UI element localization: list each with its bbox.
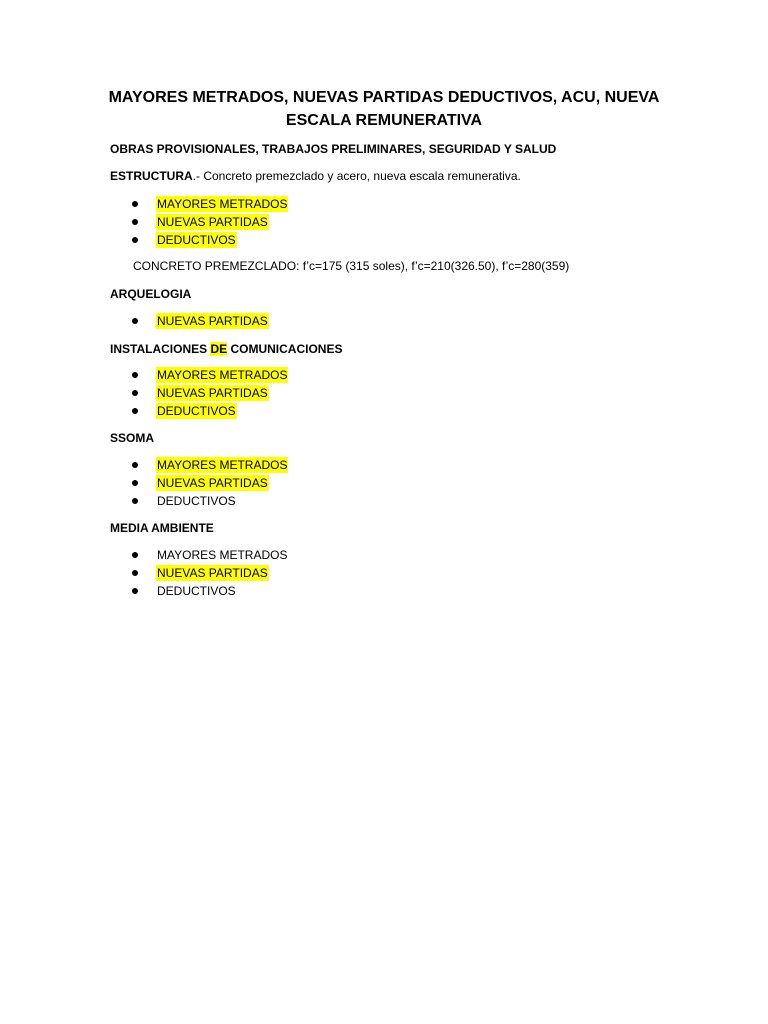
bullet-icon [132,390,138,396]
estructura-text: .- Concreto premezclado y acero, nueva escala remunerativa. [192,169,521,183]
bullet-icon [132,462,138,468]
list-item [130,195,288,213]
estructura-list [130,195,288,249]
list-item-text: NUEVAS PARTIDAS [157,314,268,328]
list-item-text: NUEVAS PARTIDAS [157,386,268,400]
list-item [130,564,288,582]
bullet-icon [132,570,138,576]
bullet-icon [132,237,138,243]
bullet-icon [132,219,138,225]
list-item [130,312,269,330]
bullet-icon [132,552,138,558]
list-item [130,474,288,492]
bullet-icon [132,201,138,207]
list-item-text: MAYORES METRADOS [157,548,288,562]
bullet-icon [132,408,138,414]
list-item-text: NUEVAS PARTIDAS [157,566,268,580]
list-item [130,546,288,564]
bullet-icon [132,588,138,594]
media-list [130,546,288,600]
list-item-text: DEDUCTIVOS [157,584,236,598]
list-item [130,456,288,474]
list-item [130,231,288,249]
list-item [130,492,288,510]
instalaciones-label-c: COMUNICACIONES [227,342,343,356]
list-item-text: NUEVAS PARTIDAS [157,476,268,490]
list-item-text: MAYORES METRADOS [157,458,288,472]
bullet-icon [132,372,138,378]
concreto-note: CONCRETO PREMEZCLADO: f’c=175 (315 soles), f’c=210(326.50), f’c=280(359) [133,259,570,273]
list-item [130,384,288,402]
estructura-paragraph [110,168,521,184]
bullet-icon [132,498,138,504]
instalaciones-list [130,366,288,420]
media-heading: MEDIA AMBIENTE [110,521,214,535]
ssoma-list [130,456,288,510]
title-line-1: MAYORES METRADOS, NUEVAS PARTIDAS DEDUCTIVOS, ACU, NUEVA [108,89,660,106]
list-item [130,402,288,420]
list-item-text: DEDUCTIVOS [157,404,236,418]
list-item [130,582,288,600]
list-item [130,213,288,231]
list-item-text: DEDUCTIVOS [157,494,236,508]
arquelogia-heading: ARQUELOGIA [110,287,192,301]
obras-heading: OBRAS PROVISIONALES, TRABAJOS PRELIMINARES, SEGURIDAD Y SALUD [110,142,557,156]
bullet-icon [132,318,138,324]
list-item-text: NUEVAS PARTIDAS [157,215,268,229]
instalaciones-label-a: INSTALACIONES [110,342,211,356]
list-item-text: DEDUCTIVOS [157,233,236,247]
instalaciones-label-b: DE [210,342,228,356]
arquelogia-list [130,312,269,330]
estructura-label: ESTRUCTURA [110,169,193,183]
list-item-text: MAYORES METRADOS [157,197,288,211]
list-item [130,366,288,384]
bullet-icon [132,480,138,486]
list-item-text: MAYORES METRADOS [157,368,288,382]
document-title [100,86,668,132]
instalaciones-heading [110,341,342,357]
title-line-2: ESCALA REMUNERATIVA [285,112,483,129]
ssoma-heading: SSOMA [110,431,155,445]
